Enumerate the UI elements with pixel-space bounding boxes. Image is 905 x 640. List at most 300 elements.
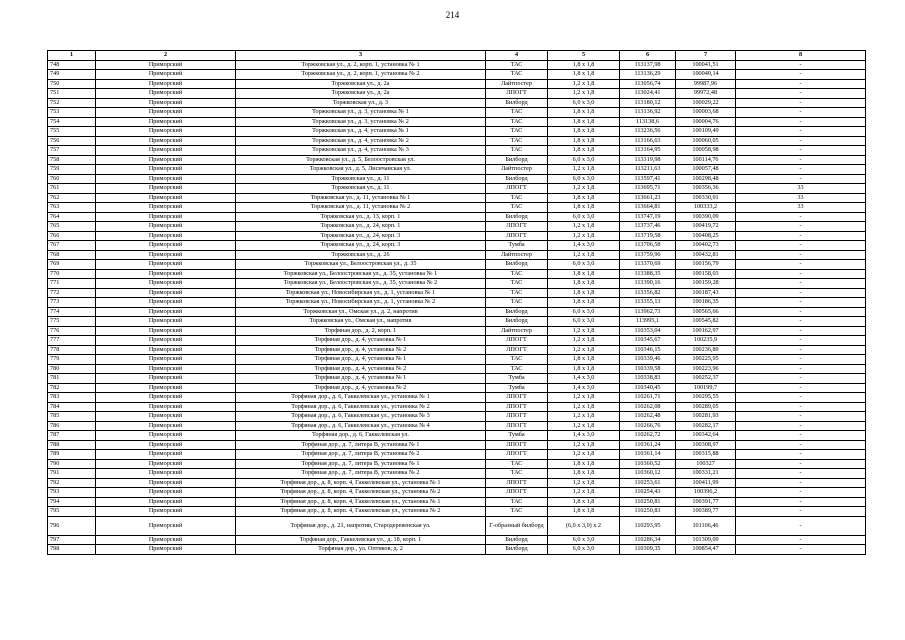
table-cell: 110338,83	[620, 374, 676, 384]
table-cell: 766	[48, 231, 96, 241]
table-cell: -	[736, 212, 866, 222]
table-cell: Приморский	[96, 374, 236, 384]
table-cell: 110340,45	[620, 383, 676, 393]
table-cell: -	[736, 345, 866, 355]
table-cell: 113719,58	[620, 231, 676, 241]
table-cell: 100223,96	[676, 364, 736, 374]
table-cell: 101106,46	[676, 516, 736, 535]
table-cell: Торфяная дор., д. 7, литера В, установка № 1	[236, 440, 486, 450]
table-cell: 778	[48, 345, 96, 355]
table-cell: 756	[48, 136, 96, 146]
table-cell: 1,2 x 1,8	[548, 326, 620, 336]
table-cell: Торфяная дор., д. 7, литера В, установка № 2	[236, 450, 486, 460]
table-cell: 100109,49	[676, 127, 736, 137]
table-cell: 113136,29	[620, 70, 676, 80]
table-cell: Торжковская ул., д. 26	[236, 250, 486, 260]
table-row	[48, 203, 866, 213]
table-cell: ЛПОГТ	[486, 231, 548, 241]
table-cell: 789	[48, 450, 96, 460]
table-cell: 784	[48, 402, 96, 412]
table-cell: Торжковская ул., д. 4, установка № 2	[236, 136, 486, 146]
table-cell: Торфяная дор., д. 4, установка № 1	[236, 336, 486, 346]
table-cell: 796	[48, 516, 96, 535]
table-cell: 100235,9	[676, 336, 736, 346]
table-cell: Торфяная дор., д. 6, Гаккелевская ул., установка № 3	[236, 412, 486, 422]
table-cell: 100058,98	[676, 146, 736, 156]
table-cell: 1,8 x 1,8	[548, 193, 620, 203]
table-cell: Приморский	[96, 307, 236, 317]
table-cell: 100162,97	[676, 326, 736, 336]
table-cell: 1,8 x 1,8	[548, 497, 620, 507]
table-cell: ТАС	[486, 117, 548, 127]
table-cell: 99972,48	[676, 89, 736, 99]
table-cell: 110253,61	[620, 478, 676, 488]
table-cell: Приморский	[96, 317, 236, 327]
table-cell: 113962,73	[620, 307, 676, 317]
table-row	[48, 507, 866, 517]
table-cell: Приморский	[96, 136, 236, 146]
table-cell: Приморский	[96, 269, 236, 279]
table-row	[48, 279, 866, 289]
table-cell: 110262,72	[620, 431, 676, 441]
table-cell: Приморский	[96, 212, 236, 222]
table-cell: Торжковская ул., д. 5, Белоостровская ул.	[236, 155, 486, 165]
table-cell: 762	[48, 193, 96, 203]
table-cell: -	[736, 279, 866, 289]
table-cell: Приморский	[96, 507, 236, 517]
table-cell: Тумба	[486, 383, 548, 393]
table-cell: Торфяная дор., д. 21, напротив, Стародеревенская ул.	[236, 516, 486, 535]
table-row	[48, 393, 866, 403]
table-cell: Приморский	[96, 469, 236, 479]
table-cell: 792	[48, 478, 96, 488]
table-cell: 100289,05	[676, 402, 736, 412]
table-cell: -	[736, 108, 866, 118]
table-cell: Торфяная дор., д. 8, корп. 4, Гаккелевская ул., установка № 1	[236, 478, 486, 488]
table-cell: 100565,66	[676, 307, 736, 317]
table-cell: -	[736, 98, 866, 108]
table-cell: Приморский	[96, 127, 236, 137]
table-cell: Приморский	[96, 535, 236, 545]
table-row	[48, 165, 866, 175]
table-cell: Торфяная дор., д. 6, Гаккелевская ул., установка № 4	[236, 421, 486, 431]
table-cell: 100281,93	[676, 412, 736, 422]
table-cell: Билборд	[486, 545, 548, 555]
table-cell: 1,8 x 1,8	[548, 459, 620, 469]
table-cell: Торфяная дор., д. 4, установка № 1	[236, 355, 486, 365]
table-cell: Приморский	[96, 184, 236, 194]
table-row	[48, 231, 866, 241]
table-cell: 100029,22	[676, 98, 736, 108]
table-cell: 100402,73	[676, 241, 736, 251]
table-cell: 100004,76	[676, 117, 736, 127]
table-cell: Приморский	[96, 288, 236, 298]
table-cell: 100391,77	[676, 497, 736, 507]
table-cell: Торфяная дор., д. 8, корп. 4, Гаккелевская ул., установка № 1	[236, 497, 486, 507]
table-cell: 113056,74	[620, 79, 676, 89]
table-cell: Лайтпостер	[486, 250, 548, 260]
table-cell: 100114,76	[676, 155, 736, 165]
table-cell: 787	[48, 431, 96, 441]
table-cell: 113138,6	[620, 117, 676, 127]
table-cell: Билборд	[486, 317, 548, 327]
table-cell: 100342,64	[676, 431, 736, 441]
table-cell: 110345,67	[620, 336, 676, 346]
table-cell: -	[736, 488, 866, 498]
table-cell: 100356,36	[676, 184, 736, 194]
table-cell: 100159,28	[676, 279, 736, 289]
table-cell: 113356,82	[620, 288, 676, 298]
table-row	[48, 440, 866, 450]
table-cell: Приморский	[96, 79, 236, 89]
table-cell: Торфяная дор., д. 2, корп. 1	[236, 326, 486, 336]
table-cell: 100057,48	[676, 165, 736, 175]
table-cell: 1,8 x 1,8	[548, 507, 620, 517]
table-cell: -	[736, 146, 866, 156]
table-cell: 100308,97	[676, 440, 736, 450]
table-row	[48, 222, 866, 232]
table-cell: 794	[48, 497, 96, 507]
table-cell: ТАС	[486, 203, 548, 213]
table-cell: Торжковская ул., Омская ул., напротив	[236, 317, 486, 327]
table-cell: 110250,81	[620, 497, 676, 507]
table-cell: Билборд	[486, 155, 548, 165]
table-row	[48, 535, 866, 545]
table-row	[48, 212, 866, 222]
table-cell: 6,0 x 3,0	[548, 535, 620, 545]
table-cell: ЛПОГТ	[486, 336, 548, 346]
table-cell: -	[736, 60, 866, 70]
table-cell: 785	[48, 412, 96, 422]
table-cell: ТАС	[486, 136, 548, 146]
table-cell: Торфяная дор., д. 4, установка № 2	[236, 345, 486, 355]
table-cell: Билборд	[486, 98, 548, 108]
table-row	[48, 155, 866, 165]
table-row	[48, 545, 866, 555]
table-cell: Приморский	[96, 89, 236, 99]
header-cell: 8	[736, 51, 866, 61]
table-cell: 113370,69	[620, 260, 676, 270]
table-cell: Торжковская ул., Омская ул., д. 2, напротив	[236, 307, 486, 317]
table-cell: Приморский	[96, 412, 236, 422]
table-row	[48, 60, 866, 70]
table-cell: 110339,58	[620, 364, 676, 374]
table-cell: 1,2 x 1,8	[548, 412, 620, 422]
table-cell: 783	[48, 393, 96, 403]
table-cell: 764	[48, 212, 96, 222]
table-cell: -	[736, 298, 866, 308]
table-row	[48, 193, 866, 203]
table-cell: 100225,95	[676, 355, 736, 365]
table-cell: 113166,63	[620, 136, 676, 146]
table-cell: 1,8 x 1,8	[548, 355, 620, 365]
table-cell: 788	[48, 440, 96, 450]
table-cell: Лайтпостер	[486, 326, 548, 336]
page-number: 214	[445, 10, 460, 20]
table-cell: 782	[48, 383, 96, 393]
table-cell: -	[736, 450, 866, 460]
table-cell: 100333,2	[676, 203, 736, 213]
table-cell: -	[736, 431, 866, 441]
table-cell: 100187,43	[676, 288, 736, 298]
table-cell: Торжковская ул., д. 11	[236, 184, 486, 194]
table-cell: Торжковская ул., д. 24, корп. 3	[236, 241, 486, 251]
table-cell: ТАС	[486, 288, 548, 298]
table-cell: Торжковская ул., Белоостровская ул., д. 35, установка № 2	[236, 279, 486, 289]
table-cell: -	[736, 241, 866, 251]
table-row	[48, 79, 866, 89]
table-cell: ЛПОГТ	[486, 421, 548, 431]
table-cell: ТАС	[486, 507, 548, 517]
table-cell: 1,4 x 3,0	[548, 374, 620, 384]
table-cell: 100298,48	[676, 174, 736, 184]
header-cell: 4	[486, 51, 548, 61]
table-cell: 113759,96	[620, 250, 676, 260]
table-cell: 768	[48, 250, 96, 260]
table-cell: Приморский	[96, 279, 236, 289]
table-cell: Торжковская ул., д. 11, установка № 2	[236, 203, 486, 213]
table-cell: 790	[48, 459, 96, 469]
table-cell: 110261,71	[620, 393, 676, 403]
table-cell: ЛПОГТ	[486, 488, 548, 498]
table-row	[48, 326, 866, 336]
table-cell: Приморский	[96, 459, 236, 469]
table-cell: Приморский	[96, 146, 236, 156]
table-cell: ЛПОГТ	[486, 412, 548, 422]
table-cell: 113706,58	[620, 241, 676, 251]
table-cell: Торжковская ул., д. 24, корп. 1	[236, 222, 486, 232]
table-cell: 1,2 x 1,8	[548, 478, 620, 488]
table-cell: 1,2 x 1,8	[548, 393, 620, 403]
table-cell: 113695,71	[620, 184, 676, 194]
table-row	[48, 355, 866, 365]
table-cell: Торфяная дор., д. 7, литера В, установка № 1	[236, 459, 486, 469]
table-cell: 1,8 x 1,8	[548, 108, 620, 118]
table-cell: ЛПОГТ	[486, 440, 548, 450]
table-row	[48, 298, 866, 308]
table-cell: 100199,7	[676, 383, 736, 393]
header-cell: 3	[236, 51, 486, 61]
table-row	[48, 127, 866, 137]
table-cell: ТАС	[486, 355, 548, 365]
table-cell: Торфяная дор., Гаккелевская ул., д. 18, корп. 1	[236, 535, 486, 545]
table-cell: -	[736, 507, 866, 517]
table-cell: Приморский	[96, 98, 236, 108]
table-cell: Приморский	[96, 60, 236, 70]
table-cell: -	[736, 383, 866, 393]
table-cell: Приморский	[96, 222, 236, 232]
table-cell: ТАС	[486, 108, 548, 118]
table-cell: Приморский	[96, 345, 236, 355]
table-cell: 763	[48, 203, 96, 213]
table-cell: ЛПОГТ	[486, 393, 548, 403]
table-cell: 100396,2	[676, 488, 736, 498]
table-cell: 100156,79	[676, 260, 736, 270]
table-cell: 1,2 x 1,8	[548, 488, 620, 498]
table-cell: 751	[48, 89, 96, 99]
table-cell: Приморский	[96, 117, 236, 127]
table-cell: -	[736, 89, 866, 99]
table-cell: 758	[48, 155, 96, 165]
table-cell: 786	[48, 421, 96, 431]
table-row	[48, 317, 866, 327]
table-cell: Приморский	[96, 231, 236, 241]
table-cell: 769	[48, 260, 96, 270]
table-cell: 100295,55	[676, 393, 736, 403]
table-cell: -	[736, 155, 866, 165]
header-cell: 6	[620, 51, 676, 61]
table-cell: Приморский	[96, 155, 236, 165]
table-cell: 113737,46	[620, 222, 676, 232]
table-cell: Торжковская ул., д. 3, установка № 1	[236, 108, 486, 118]
table-cell: Приморский	[96, 450, 236, 460]
table-row	[48, 269, 866, 279]
table-cell: 6,0 x 3,0	[548, 307, 620, 317]
table-cell: 1,8 x 1,8	[548, 70, 620, 80]
table-cell: 791	[48, 469, 96, 479]
table-cell: 1,2 x 1,8	[548, 231, 620, 241]
table-row	[48, 174, 866, 184]
table-cell: 110360,52	[620, 459, 676, 469]
table-cell: 100040,14	[676, 70, 736, 80]
table-cell: Торжковская ул., д. 11, установка № 1	[236, 193, 486, 203]
table-cell: -	[736, 478, 866, 488]
table-cell: ТАС	[486, 364, 548, 374]
table-cell: Тумба	[486, 431, 548, 441]
table-cell: 749	[48, 70, 96, 80]
table-cell: 1,8 x 1,8	[548, 298, 620, 308]
table-cell: Приморский	[96, 355, 236, 365]
table-row	[48, 383, 866, 393]
table-cell: 100282,17	[676, 421, 736, 431]
table-cell: Приморский	[96, 70, 236, 80]
table-cell: 793	[48, 488, 96, 498]
table-row	[48, 288, 866, 298]
table-cell: 775	[48, 317, 96, 327]
table-cell: -	[736, 222, 866, 232]
table-cell: 6,0 x 3,0	[548, 317, 620, 327]
table-cell: 767	[48, 241, 96, 251]
table-cell: 1,4 x 3,0	[548, 383, 620, 393]
table-cell: 1,8 x 1,8	[548, 288, 620, 298]
table-cell: 798	[48, 545, 96, 555]
table-cell: ТАС	[486, 469, 548, 479]
table-cell: -	[736, 355, 866, 365]
table-cell: -	[736, 231, 866, 241]
table-cell: Торфяная дор., д. 8, корп. 4, Гаккелевская ул., установка № 2	[236, 507, 486, 517]
table-cell: 113390,16	[620, 279, 676, 289]
table-cell: 781	[48, 374, 96, 384]
table-cell: 110360,12	[620, 469, 676, 479]
table-cell: 1,2 x 1,8	[548, 336, 620, 346]
table-cell: -	[736, 260, 866, 270]
table-cell: ТАС	[486, 70, 548, 80]
table-cell: 1,2 x 1,8	[548, 421, 620, 431]
table-cell: ТАС	[486, 127, 548, 137]
table-row	[48, 146, 866, 156]
table-cell: 100186,35	[676, 298, 736, 308]
table-cell: Торжковская ул., Белоостровская ул., д. 35, установка № 1	[236, 269, 486, 279]
table-cell: 113236,56	[620, 127, 676, 137]
table-cell: Приморский	[96, 516, 236, 535]
table-row	[48, 136, 866, 146]
table-cell: 1,8 x 1,8	[548, 127, 620, 137]
table-row	[48, 516, 866, 535]
table-cell: 1,2 x 1,8	[548, 79, 620, 89]
header-cell: 5	[548, 51, 620, 61]
table-cell: Торфяная дор., д. 6, Гаккелевская ул., установка № 2	[236, 402, 486, 412]
table-cell: -	[736, 459, 866, 469]
table-cell: 1,8 x 1,8	[548, 469, 620, 479]
table-cell: 780	[48, 364, 96, 374]
table-cell: 110254,43	[620, 488, 676, 498]
table-cell: 100330,91	[676, 193, 736, 203]
table-cell: 1,4 x 3,0	[548, 241, 620, 251]
table-row	[48, 469, 866, 479]
table-cell: 761	[48, 184, 96, 194]
table-cell: -	[736, 469, 866, 479]
table-cell: Приморский	[96, 260, 236, 270]
table-cell: 1,8 x 1,8	[548, 117, 620, 127]
table-cell: Торжковская ул., д. 5, Лисичанская ул.	[236, 165, 486, 175]
table-cell: 100545,82	[676, 317, 736, 327]
table-cell: Торфяная дор., д. 6, Гаккелевская ул.	[236, 431, 486, 441]
table-cell: 110262,48	[620, 412, 676, 422]
table-cell: 113319,98	[620, 155, 676, 165]
table-cell: -	[736, 117, 866, 127]
table-cell: Приморский	[96, 165, 236, 175]
table-cell: -	[736, 393, 866, 403]
table-cell: 33	[736, 193, 866, 203]
table-cell: -	[736, 374, 866, 384]
table-cell: Торфяная дор., д. 4, установка № 1	[236, 374, 486, 384]
table-cell: -	[736, 516, 866, 535]
table-cell: 773	[48, 298, 96, 308]
table-cell: Торжковская ул., д. 2, корп. 1, установка № 1	[236, 60, 486, 70]
table-cell: 113355,13	[620, 298, 676, 308]
table-cell: 757	[48, 146, 96, 156]
table-cell: Торжковская ул., д. 24, корп. 3	[236, 231, 486, 241]
table-cell: 113137,98	[620, 60, 676, 70]
table-cell: 113180,12	[620, 98, 676, 108]
table-cell: 110266,76	[620, 421, 676, 431]
table-cell: 779	[48, 355, 96, 365]
table-cell: 113597,41	[620, 174, 676, 184]
table-cell: 748	[48, 60, 96, 70]
table-cell: 6,0 x 3,0	[548, 98, 620, 108]
table-cell: Торжковская ул., д. 4, установка № 3	[236, 146, 486, 156]
table-cell: -	[736, 317, 866, 327]
table-cell: 1,2 x 1,8	[548, 89, 620, 99]
table-cell: 110361,14	[620, 450, 676, 460]
table-row	[48, 336, 866, 346]
table-cell: Торжковская ул., д. 3	[236, 98, 486, 108]
table-cell: Приморский	[96, 421, 236, 431]
table-cell: 1,2 x 1,8	[548, 345, 620, 355]
table-cell: 1,2 x 1,8	[548, 165, 620, 175]
table-cell: -	[736, 497, 866, 507]
table-cell: 1,8 x 1,8	[548, 146, 620, 156]
table-row	[48, 70, 866, 80]
table-cell: Приморский	[96, 174, 236, 184]
table-cell: Приморский	[96, 203, 236, 213]
table-cell: Билборд	[486, 174, 548, 184]
table-cell: Приморский	[96, 545, 236, 555]
table-cell: 100411,99	[676, 478, 736, 488]
table-cell: 100390,09	[676, 212, 736, 222]
table-cell: Билборд	[486, 535, 548, 545]
table-cell: Приморский	[96, 497, 236, 507]
